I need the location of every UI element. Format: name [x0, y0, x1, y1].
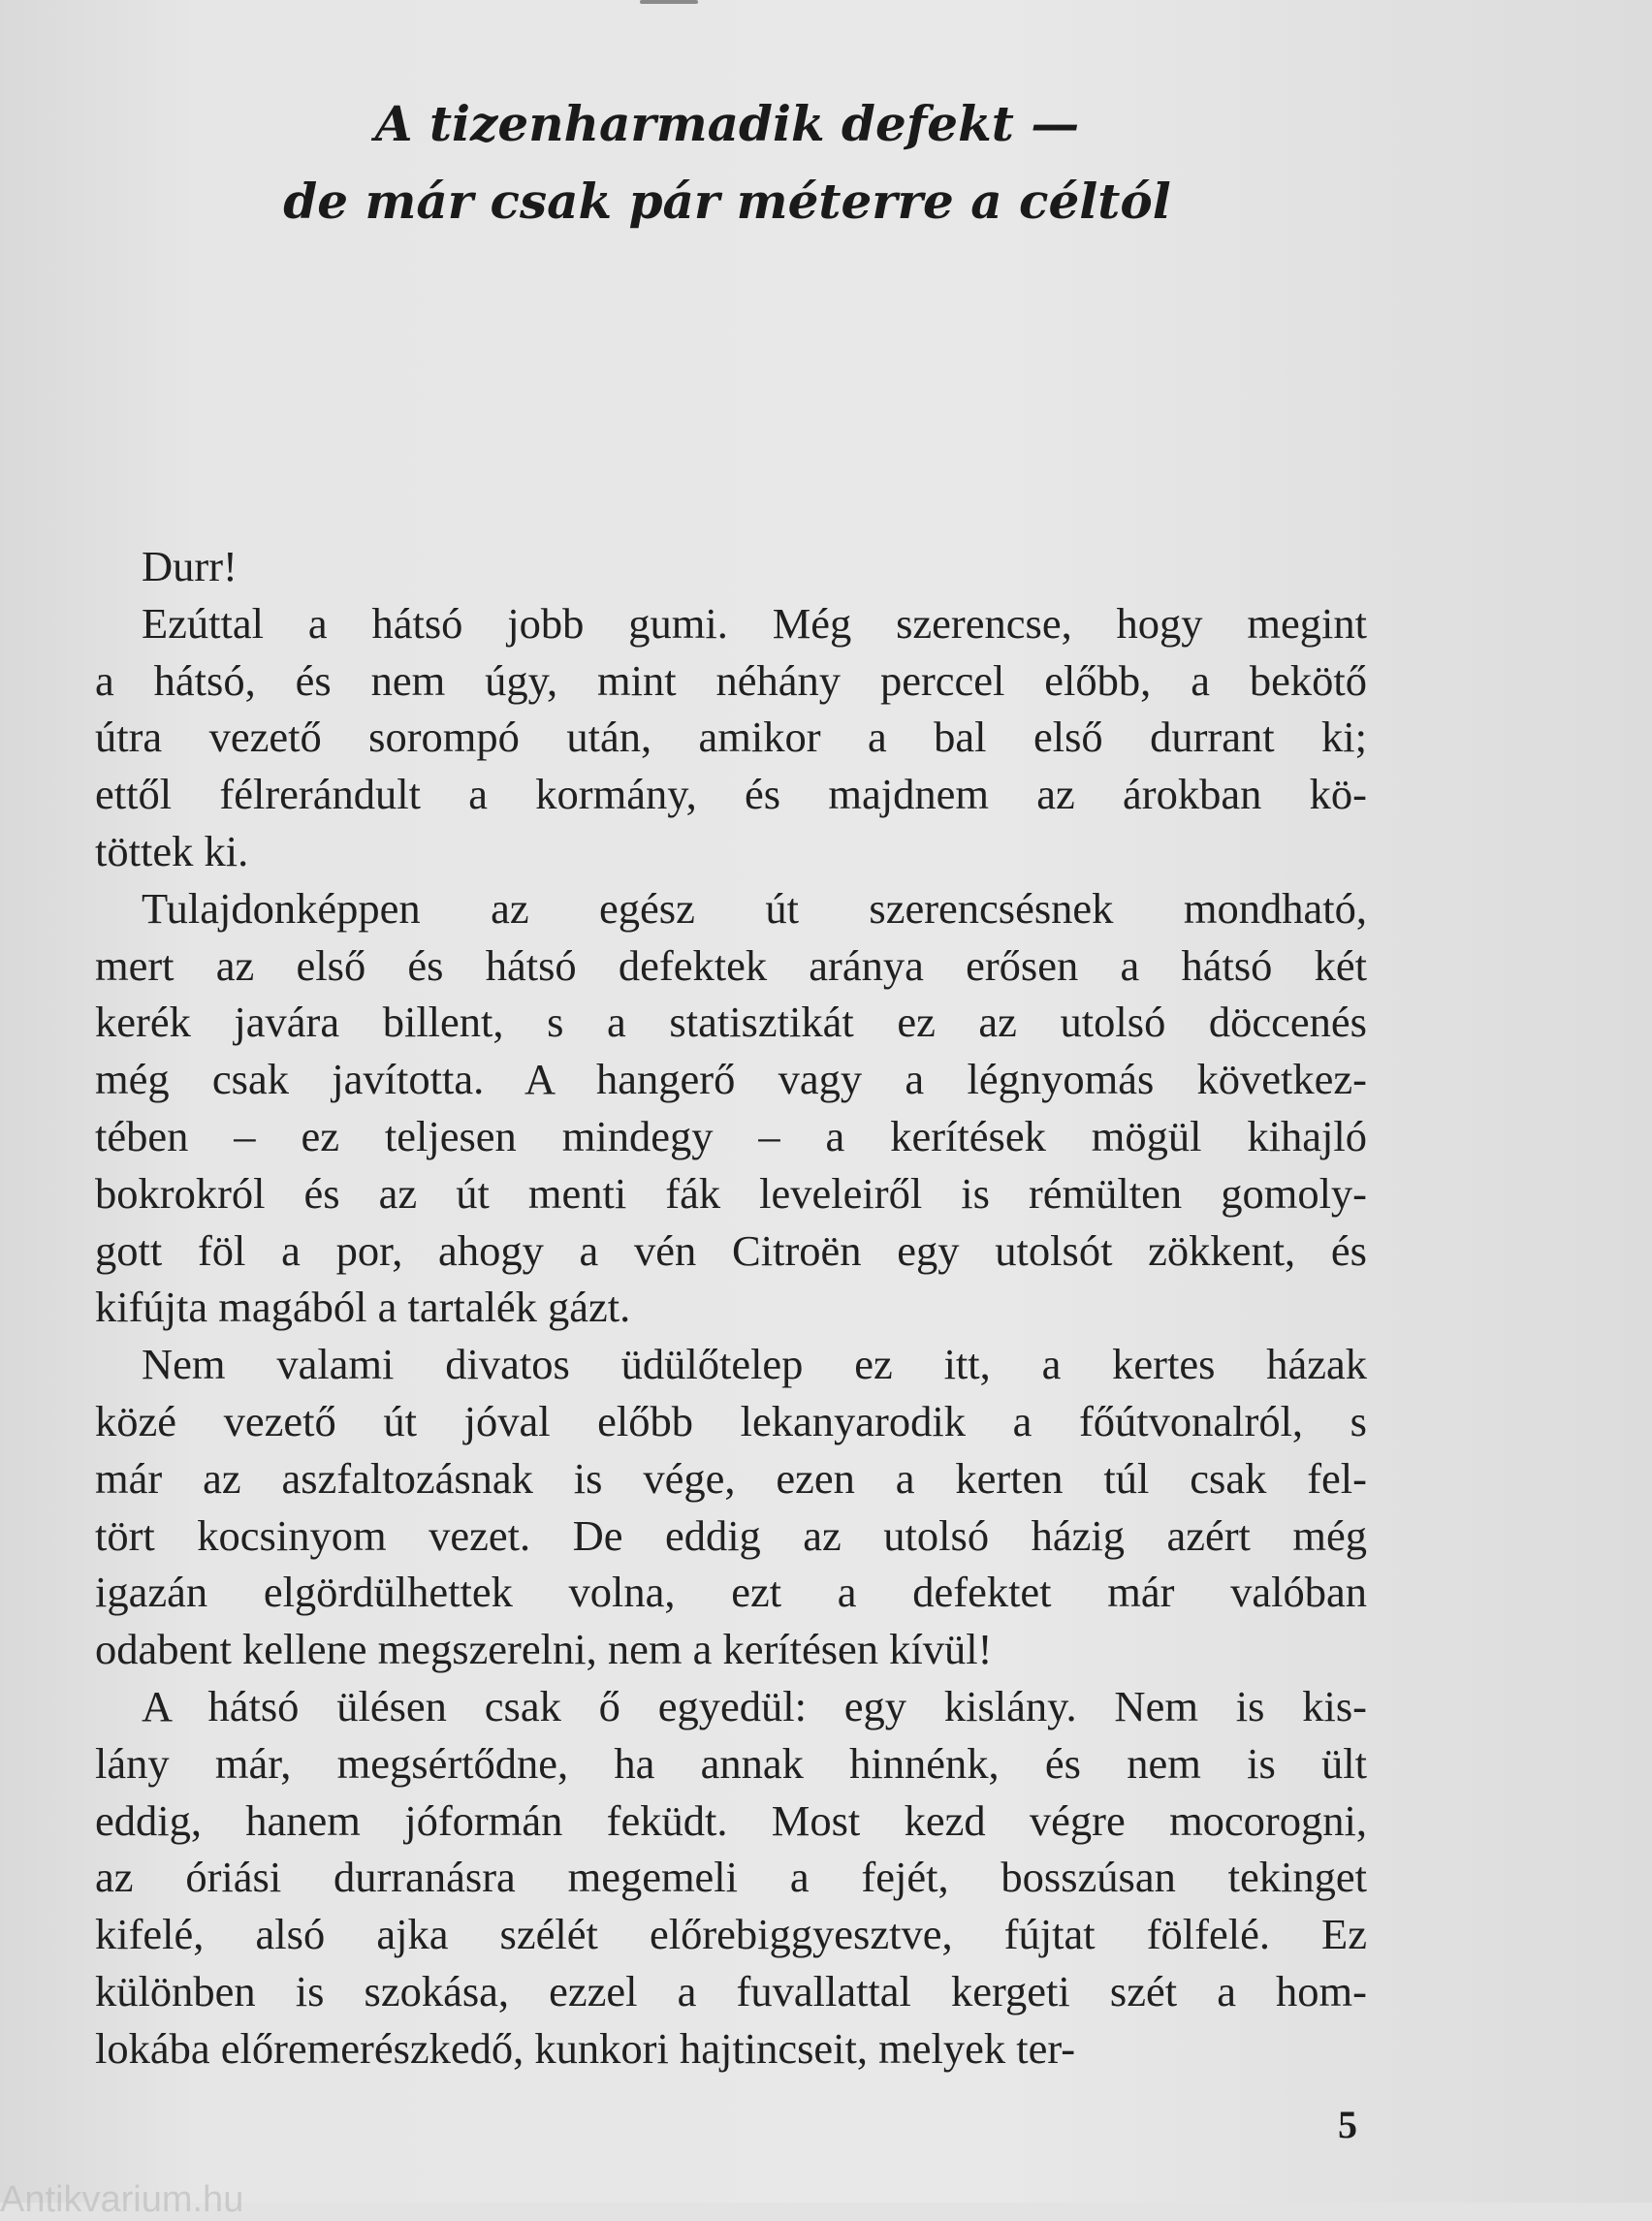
text-line: Tulajdonképpen az egész út szerencsésnek mondható,	[142, 883, 1367, 933]
text-line: kerék javára billent, s a statisztikát ez az utolsó döccenés	[95, 998, 1367, 1047]
text-line: lány már, megsértődne, ha annak hinnénk, és nem is ült	[95, 1738, 1367, 1788]
text-line: különben is szokása, ezzel a fuvallattal kergeti szét a hom-	[95, 1966, 1367, 2015]
watermark: Antikvarium.hu	[0, 2179, 244, 2220]
text-line: Nem valami divatos üdülőtelep ez itt, a kertes házak	[142, 1340, 1367, 1389]
text-line: mert az első és hátsó defektek aránya erősen a hátsó két	[95, 940, 1367, 990]
body-text	[95, 538, 1367, 2078]
paragraph	[95, 880, 1367, 1336]
text-line: kifelé, alsó ajka szélét előrebiggyesztve, fújtat fölfelé. Ez	[95, 1910, 1367, 1959]
text-line: tört kocsinyom vezet. De eddig az utolsó házig azért még	[95, 1510, 1367, 1560]
text-line: Durr!	[142, 542, 238, 590]
text-line: gott föl a por, ahogy a vén Citroën egy utolsót zökkent, és	[95, 1225, 1367, 1275]
text-line: odabent kellene megszerelni, nem a kerítésen kívül!	[95, 1625, 993, 1674]
chapter-title	[0, 85, 1454, 240]
text-line: tében – ez teljesen mindegy – a kerítések mögül kihajló	[95, 1111, 1367, 1160]
page-top-mark	[640, 0, 698, 4]
paragraph	[95, 595, 1367, 880]
text-line: A hátsó ülésen csak ő egyedül: egy kislány. Nem is kis-	[142, 1681, 1367, 1730]
paragraph	[95, 538, 1367, 595]
chapter-title-line-2: de már csak pár méterre a céltól	[283, 173, 1171, 230]
text-line: kifújta magából a tartalék gázt.	[95, 1283, 631, 1332]
text-line: lokába előremerészkedő, kunkori hajtincseit, melyek ter-	[95, 2023, 1076, 2073]
text-line: bokrokról és az út menti fák leveleiről is rémülten gomoly-	[95, 1168, 1367, 1218]
text-line: a hátsó, és nem úgy, mint néhány perccel előbb, a bekötő	[95, 655, 1367, 705]
text-line: még csak javította. A hangerő vagy a légnyomás következ-	[95, 1055, 1367, 1104]
text-line: eddig, hanem jóformán feküdt. Most kezd végre mocorogni,	[95, 1795, 1367, 1845]
text-line: az óriási durranásra megemeli a fejét, bosszúsan tekinget	[95, 1853, 1367, 1902]
text-line: Ezúttal a hátsó jobb gumi. Még szerencse, hogy megint	[142, 598, 1367, 648]
text-line: közé vezető út jóval előbb lekanyarodik a főútvonalról, s	[95, 1396, 1367, 1445]
chapter-title-line-1: A tizenharmadik defekt —	[374, 95, 1080, 152]
paragraph	[95, 1678, 1367, 2078]
text-line: töttek ki.	[95, 826, 249, 875]
paragraph	[95, 1336, 1367, 1678]
text-line: igazán elgördülhettek volna, ezt a defektet már valóban	[95, 1568, 1367, 1617]
text-line: már az aszfaltozásnak is vége, ezen a kerten túl csak fel-	[95, 1453, 1367, 1503]
text-line: útra vezető sorompó után, amikor a bal első durrant ki;	[95, 713, 1367, 762]
text-line: ettől félrerándult a kormány, és majdnem az árokban kö-	[95, 770, 1367, 819]
page-number: 5	[1338, 2103, 1357, 2146]
